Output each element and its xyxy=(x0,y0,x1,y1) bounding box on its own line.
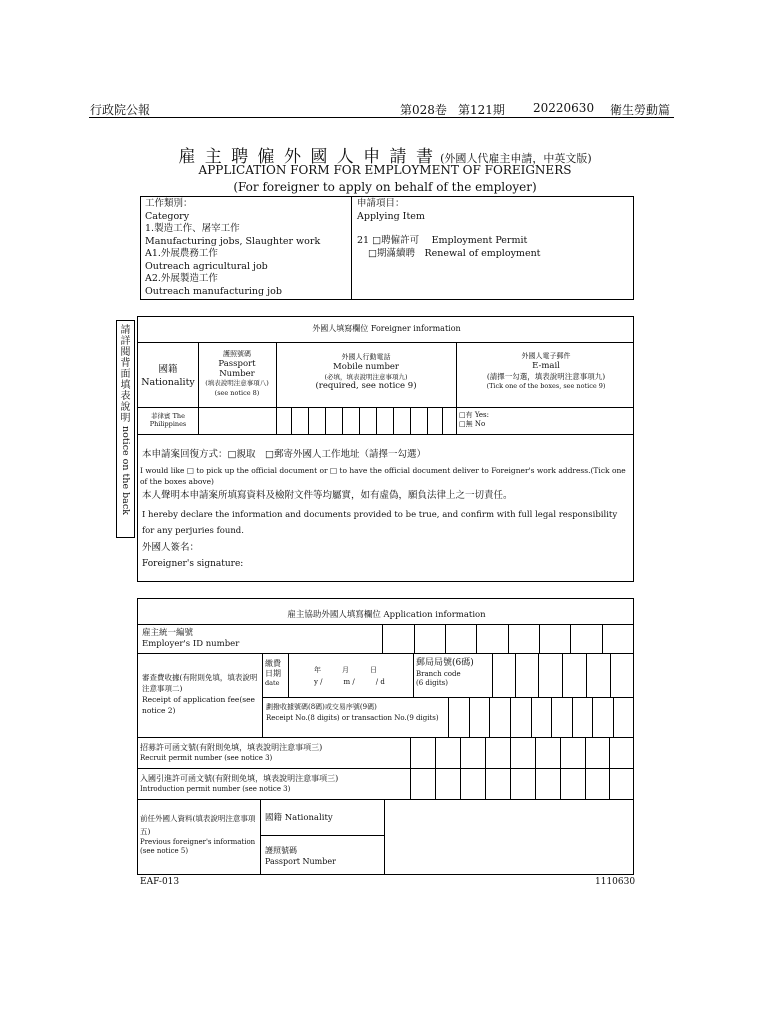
volume: 第028卷 xyxy=(400,103,447,117)
reply-method-zh: 本申請案回復方式：□親取 □郵寄外國人工作地址（請擇一勾選） xyxy=(142,449,426,460)
gazette-name: 行政院公報 xyxy=(90,103,151,117)
employer-id-zh: 雇主統一編號 xyxy=(142,628,194,638)
section: 衛生勞動篇 xyxy=(610,103,671,117)
category-item2-zh: A1.外展農務工作 xyxy=(145,248,218,259)
side-note xyxy=(116,320,135,538)
pay-date-en: date xyxy=(265,679,280,687)
nationality-value-zh: 菲律賓 The xyxy=(151,412,185,420)
nationality-header xyxy=(138,364,198,389)
branch-note: (6 digits) xyxy=(416,678,448,687)
passport-en: Passport Number xyxy=(218,359,256,379)
intro-permit-label xyxy=(140,773,410,794)
mobile-zh: 外國人行動電話 xyxy=(341,353,391,361)
prev-pp-zh: 護照號碼 xyxy=(265,846,297,855)
passport-note-en: (see notice 8) xyxy=(214,389,260,397)
email-no-checkbox[interactable]: □無 No xyxy=(459,420,486,428)
side-note-en: notice on the back xyxy=(120,426,131,515)
category-item2-en: Outreach agricultural job xyxy=(145,260,268,272)
fee-en: Receipt of application fee(see notice 2) xyxy=(142,695,255,715)
declaration-en: I hereby declare the information and documents provided to be true, and confirm with full legal responsibility for any perjuries found. xyxy=(142,510,618,536)
fee-label xyxy=(142,672,260,716)
applying-cell xyxy=(357,198,627,260)
application-heading: 雇主協助外國人填寫欄位 Application information xyxy=(287,610,486,620)
applying-label-zh: 申請項目： xyxy=(357,198,405,209)
nationality-en: Nationality xyxy=(141,376,195,388)
pay-date-label xyxy=(265,659,289,687)
nationality-zh: 國籍 xyxy=(158,364,178,375)
prev-foreigner-label xyxy=(140,812,260,856)
form-version: 1110630 xyxy=(595,877,636,887)
declaration-zh: 本人聲明本申請案所填寫資料及檢附文件等均屬實，如有虛偽，願負法律上之一切責任。 xyxy=(142,490,513,501)
passport-note: (填表說明注意事項八) xyxy=(205,379,269,387)
renewal-checkbox[interactable]: □期滿續聘 Renewal of employment xyxy=(368,247,541,259)
mobile-note: (必填，填表說明注意事項九) xyxy=(324,373,408,381)
category-table xyxy=(140,196,634,300)
ymd-en: y / m / / d xyxy=(314,678,385,686)
title-zh-suffix: (外國人代雇主申請，中英文版) xyxy=(440,152,592,165)
category-item3-zh: A2.外展製造工作 xyxy=(145,273,218,284)
applying-label-en: Applying Item xyxy=(357,210,425,222)
mobile-note-en: (required, see notice 9) xyxy=(315,381,417,391)
ymd-zh: 年 月 日 xyxy=(314,666,377,674)
prev-passport xyxy=(265,845,383,867)
mobile-header xyxy=(278,353,454,392)
fee-zh: 審查費收據(有附則免填，填表說明注意事項二) xyxy=(142,673,258,693)
intro-en: Introduction permit number (see notice 3) xyxy=(140,785,291,793)
title-en: APPLICATION FORM FOR EMPLOYMENT OF FOREIGNERS xyxy=(198,163,572,177)
header-rule xyxy=(89,117,674,118)
category-cell xyxy=(145,198,350,298)
date: 20220630 xyxy=(533,101,595,115)
pay-date-zh: 繳費日期 xyxy=(265,659,281,678)
branch-en: Branch code xyxy=(416,669,461,678)
form-code: EAF-013 xyxy=(140,877,180,887)
email-note-en: (Tick one of the boxes, see notice 9) xyxy=(486,382,606,390)
email-note: (請擇一勾選，填表說明注意事項九) xyxy=(486,372,606,381)
application-table xyxy=(137,598,634,875)
prev-en: Previous foreigner's information (see notice 5) xyxy=(140,838,256,855)
recruit-en: Recruit permit number (see notice 3) xyxy=(140,754,273,762)
ymd-fields[interactable] xyxy=(314,666,414,687)
receipt-zh: 劃撥收據號碼(8碼)或交易序號(9碼) xyxy=(266,703,377,711)
nationality-value xyxy=(138,412,198,428)
recruit-permit-label xyxy=(140,742,410,763)
employer-id-en: Employer's ID number xyxy=(142,639,240,649)
mobile-en: Mobile number xyxy=(333,362,399,372)
category-label-en: Category xyxy=(145,210,190,222)
passport-zh: 護照號碼 xyxy=(223,350,251,358)
prev-pp-en: Passport Number xyxy=(265,857,336,866)
employment-permit-checkbox[interactable]: 21 □聘僱許可 Employment Permit xyxy=(357,235,528,246)
email-header xyxy=(458,352,634,390)
email-en: E-mail xyxy=(532,361,560,371)
employer-id-label xyxy=(142,628,342,650)
recruit-zh: 招募許可函文號(有附則免填，填表說明注意事項三) xyxy=(140,743,323,752)
receipt-en: Receipt No.(8 digits) or transaction No.(9 digits) xyxy=(266,714,439,722)
email-choice[interactable] xyxy=(459,411,629,429)
signature-label-en: Foreigner's signature: xyxy=(142,559,244,569)
issue: 第121期 xyxy=(458,103,505,117)
title-zh-main: 雇 主 聘 僱 外 國 人 申 請 書 xyxy=(178,147,435,167)
foreigner-heading: 外國人填寫欄位 Foreigner information xyxy=(312,324,461,333)
receipt-no-label xyxy=(266,702,448,724)
branch-zh: 郵局局號(6碼) xyxy=(416,658,474,668)
passport-header xyxy=(200,350,274,397)
title-en-sub: (For foreigner to apply on behalf of the employer) xyxy=(233,180,537,194)
signature-label-zh: 外國人簽名： xyxy=(142,542,200,553)
category-item3-en: Outreach manufacturing job xyxy=(145,285,282,297)
category-label-zh: 工作類別： xyxy=(145,198,193,209)
category-item1-en: Manufacturing jobs, Slaughter work xyxy=(145,235,321,247)
intro-zh: 入國引進許可函文號(有附則免填，填表說明注意事項三) xyxy=(140,774,339,783)
email-yes-checkbox[interactable]: □有 Yes: xyxy=(459,411,489,419)
side-note-zh: 請詳閱背面填表說明 xyxy=(120,325,131,424)
category-item1-zh: 1.製造工作、屠宰工作 xyxy=(145,223,240,234)
nationality-value-en: Philippines xyxy=(149,420,187,428)
reply-method-en: I would like □ to pick up the official document or □ to have the official document deliver to Foreigner's work address.(Tick one of the boxes above) xyxy=(140,466,626,486)
email-zh: 外國人電子郵件 xyxy=(521,352,571,360)
foreigner-table xyxy=(137,316,634,582)
prev-zh: 前任外國人資料(填表說明注意事項五) xyxy=(140,814,256,836)
prev-nationality: 國籍 Nationality xyxy=(265,813,333,823)
